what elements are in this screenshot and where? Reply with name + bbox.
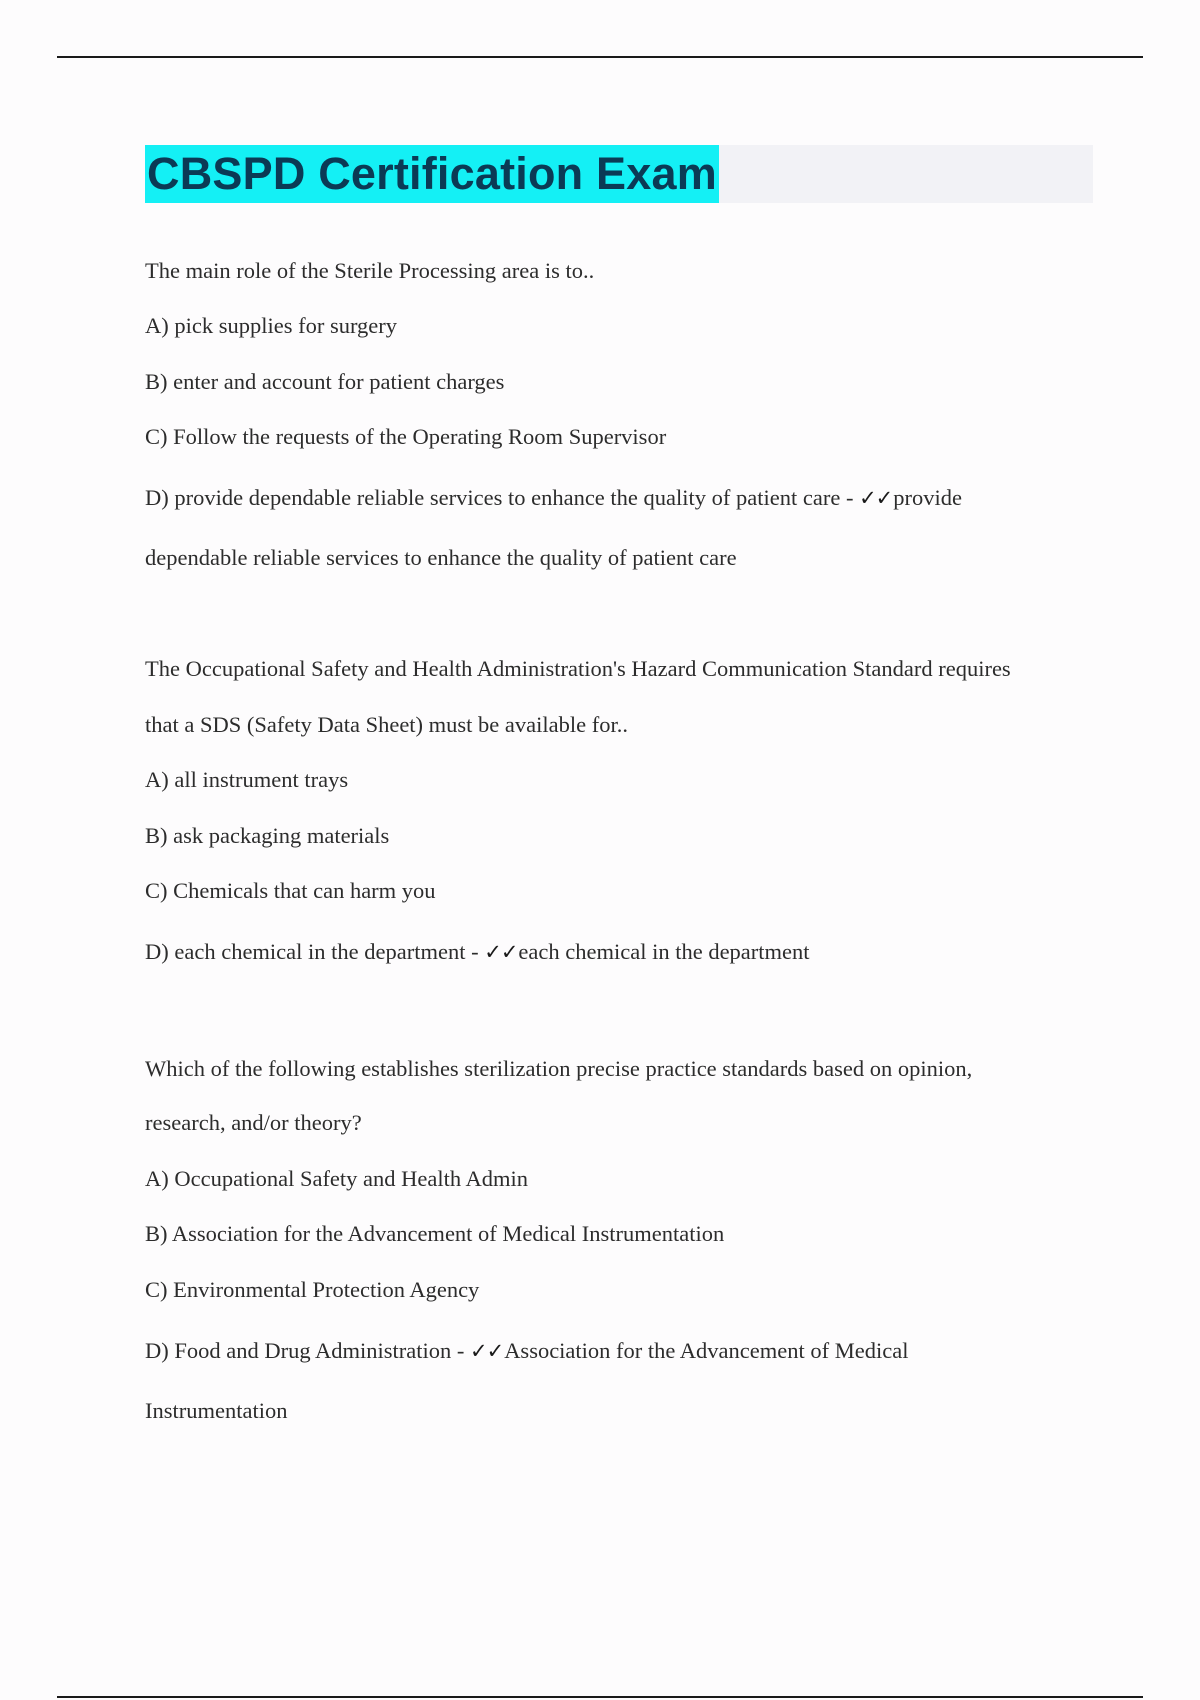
question-3-option-a: A) Occupational Safety and Health Admin: [145, 1166, 529, 1191]
question-1-answer: provide: [893, 485, 962, 510]
question-1-option-b: B) enter and account for patient charges: [145, 369, 505, 394]
footer-rule: [57, 1696, 1143, 1698]
question-2-stem-continued: that a SDS (Safety Data Sheet) must be available for..: [145, 712, 628, 737]
question-2-option-b: B) ask packaging materials: [145, 823, 390, 848]
check-mark-icon: ✓✓: [484, 940, 518, 964]
question-3-option-d: D) Food and Drug Administration -: [145, 1338, 470, 1363]
question-3-option-b: B) Association for the Advancement of Medical Instrumentation: [145, 1221, 725, 1246]
question-2-option-a: A) all instrument trays: [145, 767, 349, 792]
header-rule: [57, 56, 1143, 58]
question-3-option-c: C) Environmental Protection Agency: [145, 1277, 480, 1302]
question-3-answer: Association for the Advancement of Medical: [504, 1338, 909, 1363]
question-2-stem: The Occupational Safety and Health Administration's Hazard Communication Standard requires: [145, 656, 1011, 681]
question-2-option-d: D) each chemical in the department -: [145, 939, 485, 964]
question-1-option-d: D) provide dependable reliable services to enhance the quality of patient care -: [145, 485, 860, 510]
question-1-option-a: A) pick supplies for surgery: [145, 313, 398, 338]
check-mark-icon: ✓✓: [859, 486, 893, 510]
question-2-answer: each chemical in the department: [518, 939, 810, 964]
question-3-option-d-line: [145, 1336, 908, 1366]
check-mark-icon: ✓✓: [469, 1339, 504, 1363]
question-2-option-d-line: [145, 937, 810, 967]
question-1-option-d-line: [145, 483, 962, 513]
question-1-option-c: C) Follow the requests of the Operating Room Supervisor: [145, 424, 667, 449]
question-3-stem-continued: research, and/or theory?: [145, 1110, 362, 1135]
question-3-stem: Which of the following establishes sterilization precise practice standards based on opinion,: [145, 1056, 973, 1081]
question-1-stem: The main role of the Sterile Processing area is to..: [145, 258, 595, 283]
question-1-answer-continued: dependable reliable services to enhance the quality of patient care: [145, 545, 737, 570]
page-title: CBSPD Certification Exam: [145, 145, 719, 203]
question-3-answer-continued: Instrumentation: [145, 1398, 288, 1423]
question-2-option-c: C) Chemicals that can harm you: [145, 878, 436, 903]
